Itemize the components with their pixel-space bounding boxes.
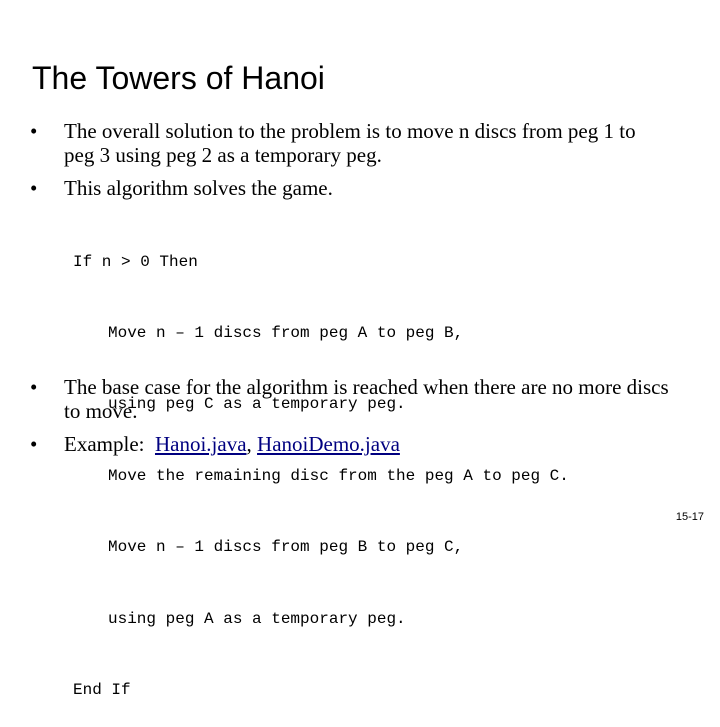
- bullet-text: The base case for the algorithm is reached when there are no more discs to move.: [64, 375, 669, 423]
- bullet-item-overall-solution: [30, 119, 670, 167]
- bullet-text-example: [64, 432, 670, 456]
- bullet-text: This algorithm solves the game.: [64, 176, 333, 200]
- code-line: Move n – 1 discs from peg A to peg B,: [108, 323, 464, 342]
- bullet-item-base-case: [30, 375, 670, 423]
- code-line: using peg C as a temporary peg.: [108, 395, 406, 414]
- bullet-dot: •: [30, 432, 38, 456]
- bullet-item-example: [30, 432, 670, 456]
- code-line: Move n – 1 discs from peg B to peg C,: [108, 538, 464, 557]
- link-separator: ,: [246, 432, 258, 456]
- code-line: using peg A as a temporary peg.: [108, 609, 406, 628]
- code-line: End If: [73, 680, 131, 699]
- hanoi-java-link[interactable]: Hanoi.java: [154, 432, 247, 456]
- example-prefix: Example:: [64, 432, 155, 456]
- bullet-dot: •: [30, 176, 38, 200]
- bullet-dot: •: [30, 119, 38, 143]
- bullet-item-algorithm: [30, 176, 670, 200]
- pseudocode-block: [73, 203, 569, 727]
- hanoi-demo-java-link[interactable]: HanoiDemo.java: [257, 432, 400, 456]
- code-line: If n > 0 Then: [73, 252, 198, 271]
- page-number: 15-17: [675, 511, 704, 523]
- slide-title: The Towers of Hanoi: [32, 60, 325, 96]
- bullet-text: The overall solution to the problem is to move n discs from peg 1 to peg 3 using peg 2 as a temporary peg.: [64, 119, 636, 167]
- bullet-dot: •: [30, 375, 38, 399]
- code-line: Move the remaining disc from the peg A to peg C.: [108, 466, 569, 485]
